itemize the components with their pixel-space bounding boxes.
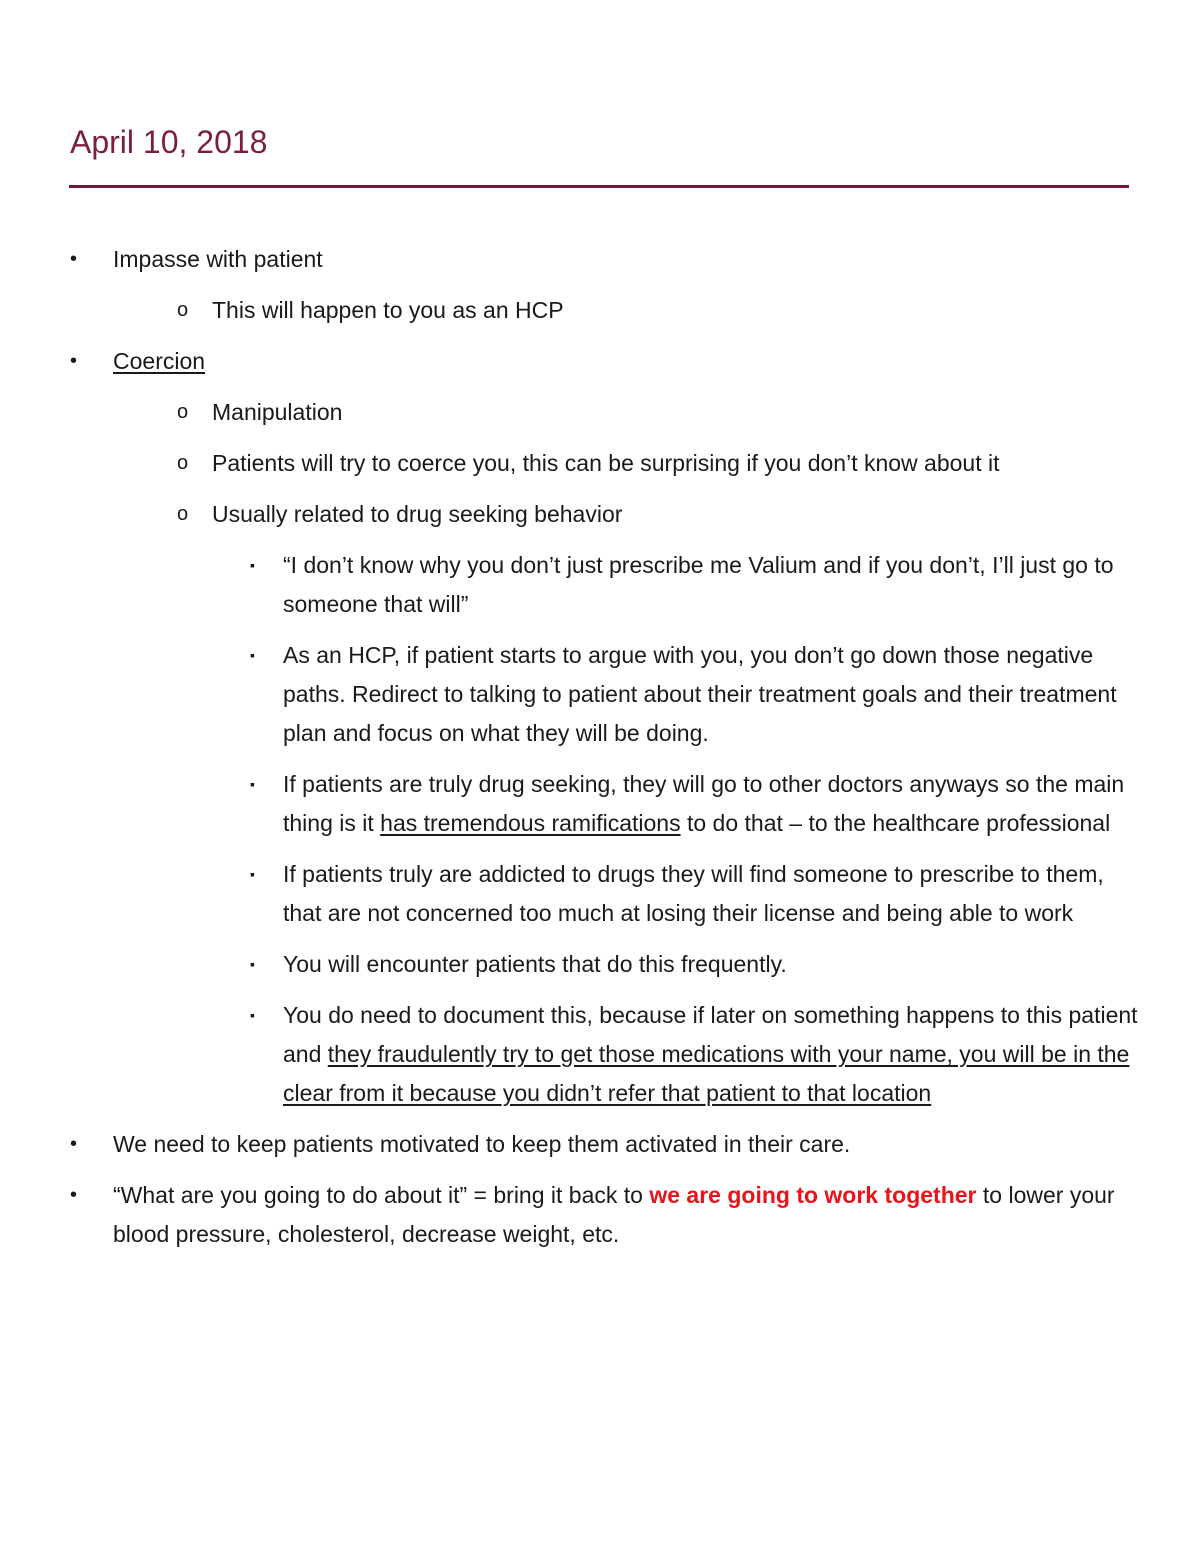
list-item bbox=[0, 636, 1200, 753]
list-item-text: Impasse with patient bbox=[113, 246, 323, 272]
list-item-text: We need to keep patients motivated to keep them activated in their care. bbox=[113, 1131, 851, 1157]
list-item bbox=[0, 765, 1200, 843]
list-item bbox=[0, 342, 1200, 381]
emphasized-phrase: we are going to work together bbox=[649, 1182, 977, 1208]
list-item-text: Usually related to drug seeking behavior bbox=[212, 501, 623, 527]
list-item-text: This will happen to you as an HCP bbox=[212, 297, 564, 323]
square-bullet-icon: ▪ bbox=[250, 1007, 255, 1023]
list-item-text: Manipulation bbox=[212, 399, 343, 425]
circle-bullet-icon: o bbox=[177, 503, 189, 525]
list-item bbox=[0, 393, 1200, 432]
list-item bbox=[0, 945, 1200, 984]
square-bullet-icon: ▪ bbox=[250, 776, 255, 792]
bullet-icon: • bbox=[70, 1133, 78, 1155]
list-item-text: If patients are truly drug seeking, they will go to other doctors anyways so the main thing is it bbox=[283, 771, 1125, 836]
list-item bbox=[0, 495, 1200, 534]
circle-bullet-icon: o bbox=[177, 401, 189, 423]
square-bullet-icon: ▪ bbox=[250, 557, 255, 573]
square-bullet-icon: ▪ bbox=[250, 647, 255, 663]
square-bullet-icon: ▪ bbox=[250, 956, 255, 972]
list-item bbox=[0, 996, 1200, 1113]
heading-divider bbox=[69, 185, 1129, 188]
bullet-icon: • bbox=[70, 248, 78, 270]
list-item-text: to do that – to the healthcare professional bbox=[680, 810, 1111, 836]
circle-bullet-icon: o bbox=[177, 299, 189, 321]
square-bullet-icon: ▪ bbox=[250, 866, 255, 882]
bullet-icon: • bbox=[70, 1184, 78, 1206]
list-item-text: to lower your blood pressure, cholesterol, decrease weight, etc. bbox=[113, 1182, 1115, 1247]
list-item bbox=[0, 1176, 1200, 1254]
list-item bbox=[0, 291, 1200, 330]
list-item bbox=[0, 546, 1200, 624]
list-item-text: You will encounter patients that do this frequently. bbox=[283, 951, 787, 977]
bullet-icon: • bbox=[70, 350, 78, 372]
list-item-text: Patients will try to coerce you, this can be surprising if you don’t know about it bbox=[212, 450, 1000, 476]
page-title: April 10, 2018 bbox=[70, 124, 268, 160]
list-item-text: Coercion bbox=[113, 348, 206, 374]
list-item bbox=[0, 240, 1200, 279]
circle-bullet-icon: o bbox=[177, 452, 189, 474]
list-item bbox=[0, 1125, 1200, 1164]
list-item-text: You do need to document this, because if later on something happens to this patient and bbox=[283, 1002, 1138, 1067]
list-item-text: “What are you going to do about it” = bring it back to bbox=[113, 1182, 650, 1208]
underlined-phrase: they fraudulently try to get those medications with your name, you will be in the clear from it because you didn’t refer that patient to that location bbox=[283, 1041, 1130, 1106]
list-item-text: If patients truly are addicted to drugs they will find someone to prescribe to them, that are not concerned too much at losing their license and being able to work bbox=[283, 861, 1104, 926]
underlined-phrase: has tremendous ramifications bbox=[380, 810, 681, 836]
list-item-text: “I don’t know why you don’t just prescribe me Valium and if you don’t, I’ll just go to someone that will” bbox=[283, 552, 1114, 617]
list-item-text: As an HCP, if patient starts to argue with you, you don’t go down those negative paths. Redirect to talking to patient about their treatment goals and their treatment plan and focus on what they will be doing. bbox=[283, 642, 1117, 746]
notes-list bbox=[0, 240, 1200, 1266]
list-item bbox=[0, 444, 1200, 483]
list-item bbox=[0, 855, 1200, 933]
